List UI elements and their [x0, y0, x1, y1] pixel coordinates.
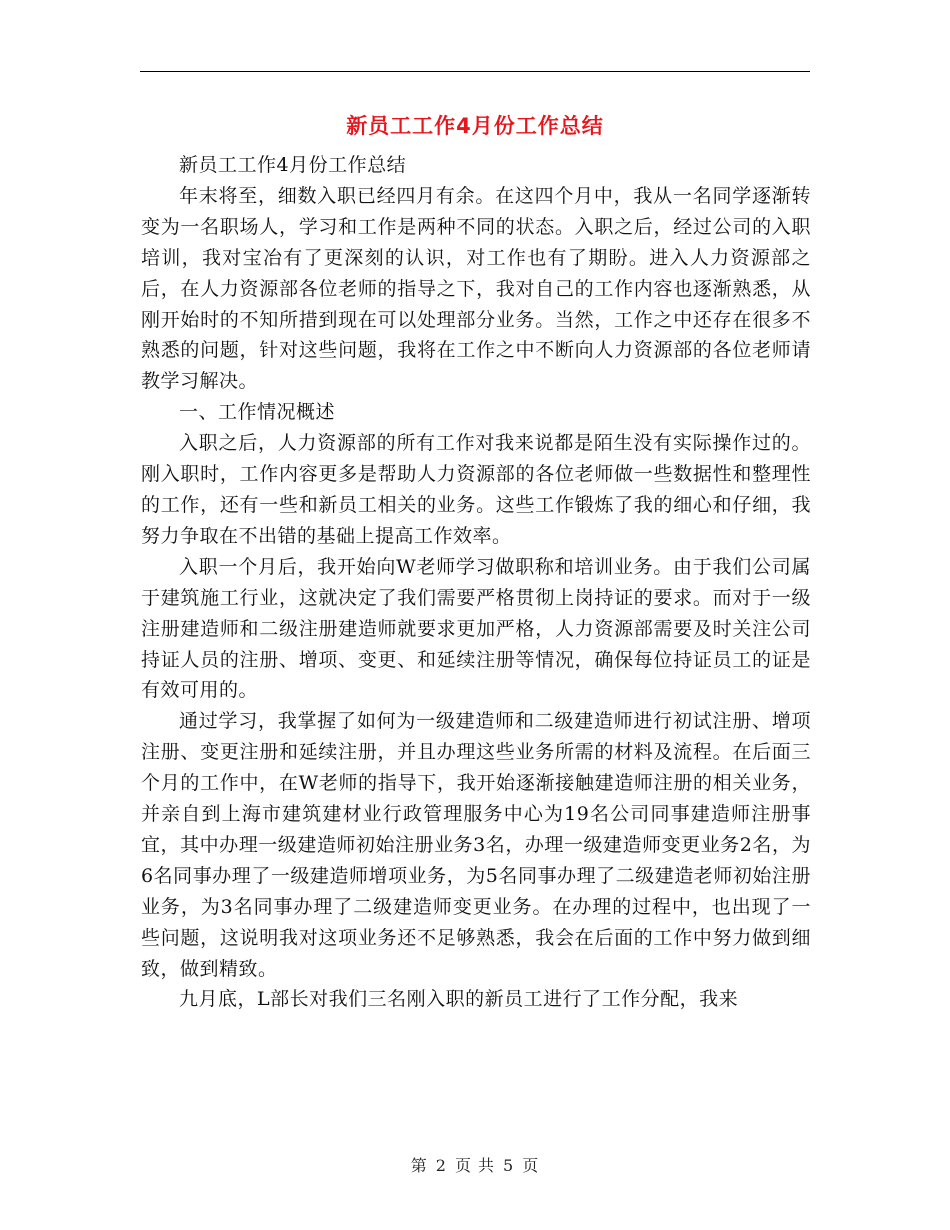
document-title: 新员工工作4月份工作总结	[346, 114, 604, 138]
section-heading: 一、工作情况概述	[179, 401, 336, 424]
footer-prefix: 第	[410, 1156, 428, 1175]
body-paragraph: 九月底，L部长对我们三名刚入职的新员工进行了工作分配，我来	[179, 988, 739, 1011]
footer-page-number: 2	[435, 1156, 447, 1175]
footer-total-pages: 5	[503, 1156, 515, 1175]
body-paragraph: 入职一个月后，我开始向W老师学习做职称和培训业务。由于我们公司属于建筑施工行业，这就决定了我们需要严格贯彻上岗持证的要求。而对于一级注册建造师和二级注册建造师就要求更加严格，人力资源部需要及时关注公司持证人员的注册、增项、变更、和延续注册等情况，确保每位持证员工的证是有效可用的。	[141, 555, 811, 702]
body-paragraph: 入职之后，人力资源部的所有工作对我来说都是陌生没有实际操作过的。刚入职时，工作内容更多是帮助人力资源部的各位老师做一些数据性和整理性的工作，还有一些和新员工相关的业务。这些工作锻炼了我的细心和仔细，我努力争取在不出错的基础上提高工作效率。	[141, 432, 811, 547]
document-body	[141, 150, 811, 1015]
footer-suffix: 页	[522, 1156, 540, 1175]
subtitle-paragraph: 新员工工作4月份工作总结	[179, 154, 407, 176]
body-paragraph: 通过学习，我掌握了如何为一级建造师和二级建造师进行初试注册、增项注册、变更注册和延续注册，并且办理这些业务所需的材料及流程。在后面三个月的工作中，在W老师的指导下，我开始逐渐接触建造师注册的相关业务，并亲自到上海市建筑建材业行政管理服务中心为19名公司同事建造师注册事宜，其中办理一级建造师初始注册业务3名，办理一级建造师变更业务2名，为6名同事办理了一级建造师增项业务，为5名同事办理了二级建造老师初始注册业务，为3名同事办理了二级建造师变更业务。在办理的过程中，也出现了一些问题，这说明我对这项业务还不足够熟悉，我会在后面的工作中努力做到细致，做到精致。	[141, 710, 811, 980]
header-rule	[140, 71, 810, 72]
page-footer	[0, 1153, 950, 1176]
footer-middle: 页 共	[454, 1156, 496, 1175]
body-paragraph: 年末将至，细数入职已经四月有余。在这四个月中，我从一名同学逐渐转变为一名职场人，学习和工作是两种不同的状态。入职之后，经过公司的入职培训，我对宝冶有了更深刻的认识，对工作也有了期盼。进入人力资源部之后，在人力资源部各位老师的指导之下，我对自己的工作内容也逐渐熟悉，从刚开始时的不知所措到现在可以处理部分业务。当然，工作之中还存在很多不熟悉的问题，针对这些问题，我将在工作之中不断向人力资源部的各位老师请教学习解决。	[141, 184, 811, 393]
